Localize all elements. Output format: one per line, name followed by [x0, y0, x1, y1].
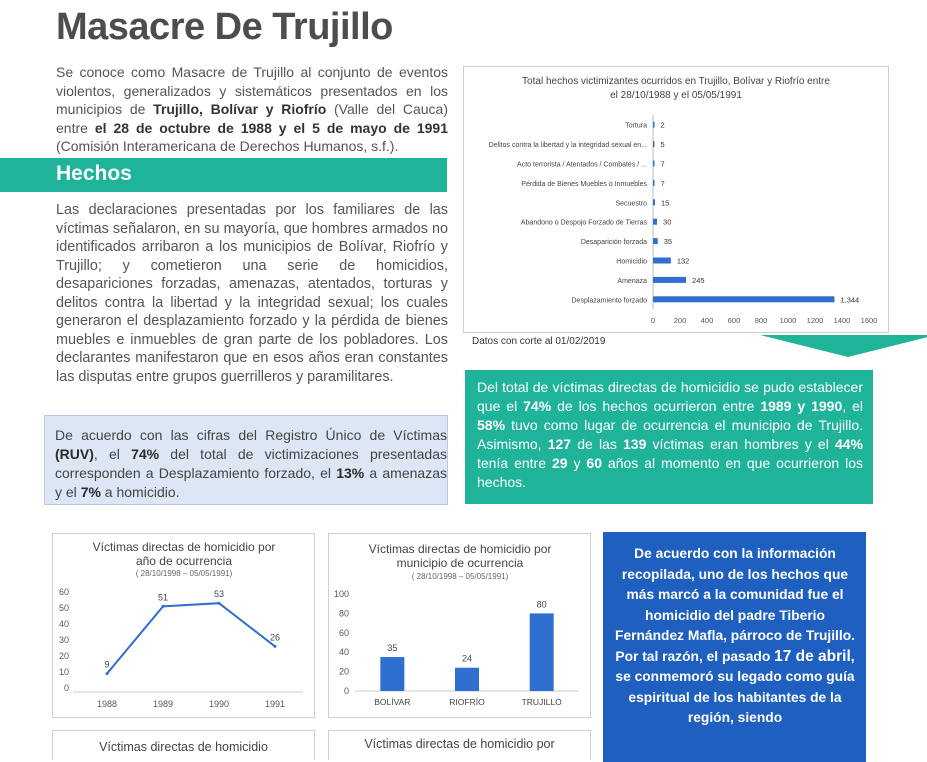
x-tick-label: 1400	[833, 316, 851, 325]
homicides-by-municipality-chart	[328, 533, 591, 718]
intro-paragraph: Se conoce como Masacre de Trujillo al conjunto de eventos violentos, generalizados y sistemáticos presentados en los municipios de Trujillo, Bolívar y Riofrío (Valle del Cauca) entre el 28 de octubre de 1988 y el 5 de mayo de 1991 (Comisión Interamericana de Derechos Humanos, s.f.).	[56, 64, 448, 155]
x-tick-label: 1200	[806, 316, 824, 325]
series-line	[107, 603, 275, 673]
data-label: 35	[663, 237, 673, 247]
x-tick-label: 200	[673, 316, 687, 325]
data-label: 7	[660, 159, 665, 169]
y-tick-label: 60	[58, 587, 69, 597]
x-tick-label: 1990	[208, 699, 230, 709]
category-label: Secuestro	[615, 200, 647, 208]
data-label: 24	[461, 653, 473, 664]
bar	[653, 122, 655, 128]
x-tick-label: 1000	[779, 316, 797, 325]
y-tick-label: 20	[338, 666, 349, 677]
y-tick-label: 0	[63, 683, 69, 693]
category-label: BOLÍVAR	[374, 697, 411, 707]
bar	[653, 258, 671, 264]
bar	[653, 277, 686, 283]
chart-title: Víctimas directas de homicidio por	[364, 737, 555, 751]
y-tick-label: 0	[343, 686, 349, 696]
bar	[653, 180, 655, 186]
chart-title-line: año de ocurrencia	[135, 554, 233, 568]
data-label: 132	[676, 256, 690, 266]
hechos-paragraph: Las declaraciones presentadas por los familiares de las víctimas señalaron, en su mayoría, que hombres armados no identificados arribaron a los municipios de Bolívar, Riofrío y Trujillo; y cometieron una serie de homicidios, desapariciones forzadas, amenazas, atentados, torturas y delitos contra la libertad y la integridad sexual; los cuales generaron el desplazamiento forzado y la pérdida de bienes muebles e inmuebles de gran parte de los pobladores. Los declarantes manifestaron que en esos años eran constantes las disputas entre grupos guerrilleros y paramilitares.	[56, 202, 448, 385]
y-tick-label: 30	[58, 635, 69, 645]
y-tick-label: 80	[338, 608, 349, 619]
data-label: 30	[663, 217, 672, 227]
bar	[380, 657, 404, 691]
bar	[653, 161, 655, 167]
chart-title: Víctimas directas de homicidio	[99, 740, 268, 754]
data-label: 9	[104, 659, 110, 670]
tiberio-callout	[603, 532, 866, 762]
data-label: 2	[660, 120, 665, 130]
column-chart	[329, 534, 590, 717]
chart-title-line: Total hechos victimizantes ocurridos en Trujillo, Bolívar y Riofrío entre	[522, 76, 830, 87]
category-label: Delitos contra la libertad y la integridad sexual en...	[488, 142, 647, 150]
category-label: TRUJILLO	[521, 697, 562, 707]
bar	[653, 219, 657, 225]
ruv-callout	[44, 415, 448, 505]
data-label: 245	[692, 275, 705, 285]
victimizing-events-chart	[463, 66, 889, 333]
bar	[653, 238, 658, 244]
y-tick-label: 100	[333, 589, 349, 599]
data-label: 53	[213, 589, 225, 600]
bar	[653, 141, 655, 147]
category-label: Desplazamiento forzado	[571, 297, 647, 305]
page-title: Masacre De Trujillo	[56, 6, 393, 48]
y-tick-label: 50	[58, 603, 69, 613]
cropped-chart-right	[328, 730, 591, 760]
homicide-summary-callout	[465, 370, 873, 504]
down-arrow-shape	[760, 335, 927, 357]
chart-subtitle: ( 28/10/1998 – 05/05/1991)	[411, 572, 509, 581]
y-tick-label: 20	[58, 651, 69, 661]
x-tick-label: 600	[727, 316, 741, 325]
ruv-text: De acuerdo con las cifras del Registro Único de Víctimas (RUV), el 74% del total de victimizaciones presentadas corresponden a Desplazamiento forzado, el 13% a amenazas y el 7% a homicidio.	[55, 427, 447, 500]
x-tick-label: 1988	[96, 699, 118, 709]
chart-title-line: el 28/10/1988 y el 05/05/1991	[610, 90, 742, 101]
line-chart	[53, 534, 314, 717]
category-label: Abandono o Despojo Forzado de Tierras	[520, 219, 647, 227]
chart-title-line: Víctimas directas de homicidio por	[368, 542, 552, 556]
y-tick-label: 60	[338, 627, 349, 638]
data-label: 35	[387, 643, 398, 654]
y-tick-label: 40	[338, 647, 349, 658]
y-tick-label: 10	[58, 667, 69, 677]
x-tick-label: 800	[754, 316, 768, 325]
homicide-summary-text: Del total de víctimas directas de homicidio se pudo establecer que el 74% de los hechos ocurrieron entre 1989 y 1990, el 58% tuvo como lugar de ocurrencia el municipio de Trujillo. Asimismo, 127 de las 139 víctimas eran hombres y el 44% tenía entre 29 y 60 años al momento en que ocurrieron los hechos.	[477, 379, 864, 490]
data-point	[162, 605, 165, 608]
y-tick-label: 40	[58, 619, 69, 629]
section-heading: Hechos	[56, 162, 132, 185]
data-label: 15	[661, 198, 670, 208]
category-label: Desaparición forzada	[580, 239, 647, 247]
category-label: Acto terrorista / Atentados / Combates / ...	[517, 161, 647, 169]
bar	[653, 296, 834, 302]
homicides-by-year-chart	[52, 533, 315, 718]
data-point	[274, 645, 277, 648]
x-tick-label: 1989	[152, 699, 174, 709]
x-tick-label: 400	[700, 316, 714, 325]
data-point	[106, 672, 109, 675]
category-label: Amenaza	[617, 277, 647, 285]
category-label: Tortura	[625, 122, 647, 130]
horizontal-bar-chart	[464, 67, 888, 332]
category-label: RIOFRÍO	[449, 697, 485, 707]
data-cutoff-note: Datos con corte al 01/02/2019	[472, 336, 606, 347]
data-label: 5	[660, 140, 665, 150]
x-tick-label: 1600	[860, 316, 878, 325]
section-header-hechos	[0, 158, 447, 192]
data-label: 1.344	[840, 295, 860, 305]
bar	[455, 668, 479, 691]
cropped-chart-left	[52, 730, 315, 760]
tiberio-text: De acuerdo con la información recopilada, uno de los hechos que más marcó a la comunidad fue el homicidio del padre Tiberio Fernández Mafla, párroco de Trujillo. Por tal razón, el pasado 17 de abril, se conmemoró su legado como guía espiritual de los habitantes de la región, siendo	[615, 546, 855, 725]
x-tick-label: 1991	[264, 699, 286, 709]
category-label: Pérdida de Bienes Muebles o Inmuebles	[521, 180, 647, 188]
bar	[530, 613, 554, 691]
category-label: Homicidio	[616, 258, 647, 266]
x-tick-label: 0	[650, 316, 656, 325]
chart-subtitle: ( 28/10/1998 – 05/05/1991)	[135, 569, 233, 578]
data-point	[218, 602, 221, 605]
data-label: 51	[157, 592, 169, 603]
data-label: 80	[536, 599, 547, 610]
chart-title-line: Víctimas directas de homicidio por	[92, 540, 276, 554]
bar	[653, 199, 655, 205]
data-label: 26	[269, 632, 281, 643]
chart-title-line: municipio de ocurrencia	[396, 556, 524, 570]
data-label: 7	[660, 178, 665, 188]
